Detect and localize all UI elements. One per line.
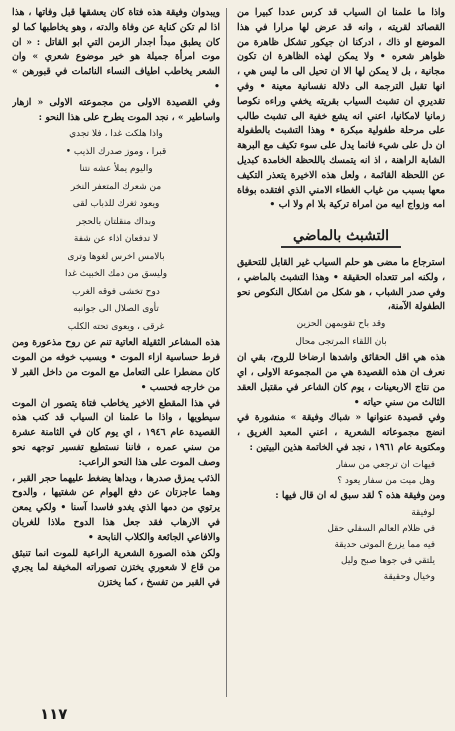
body-paragraph: هذه المشاعر الثقيلة العاتية تنم عن روح مذعورة ومن فرط حساسية ازاء الموت • وبسبب خوفه من الموت كان مضطرا على التعامل مع الموت من داخل القبر لا من خارجه فحسب • (12, 337, 220, 393)
section-paragraph: وفي قصيدة عنوانها « شباك وفيقة » منشورة في انضج مجموعاته الشعرية ، اعني المعبد الغريق ، ومكتوبة عام ١٩٦١ ، نجد في الخاتمة هذين البيتين : (237, 412, 445, 453)
intro-paragraph: واذا ما علمنا ان السياب قد كرس عددا كبيرا من القصائد لقريته ، وانه قد عرض لها مرارا في هذا الموضع او ذاك ، ادركنا ان جيكور تشكل ظاهرة من ظواهر شعره • ولا يمكن لهذه الظاهرة ان تكون مجانية ، بل لا يمكن لها الا ان تحيل الى ما ليس هي ، انها تقبل الترجمة الى دلالة نفسانية معينة • وفي تقديري ان تشبث السياب بقريته يخفي وراءه نكوصا زمانيا لامكانيا، اعني انه يشع خفية الى تشبث طالب على مرحلة طفولية مبكرة • وهذا التشبث بالطفولة ان دل على شيء فانما يدل على سوء تكيف مع البرهة الشابة الراهنة ، اذ انه يتمسك باللحظة الخامدة كبديل عن اللحظة القائمة ، ولعل هذه الاخيرة يتعذر التكيف معها بسبب من غياب الغطاء الامني الذي افتقده بوفاة امه وزواج ابيه من امراة تركية بلا ام ولا اب • (237, 7, 445, 211)
left-column (12, 6, 220, 592)
body-paragraph: ويبدوان وفيقة هذه فتاة كان يعشقها قبل وفاتها ، هذا اذا لم تكن كناية عن وفاة والدته ، وهو يخاطبها كما لو كان يطبق مبدأ اجدار الزمن التي ابو القاتل : « ان موت امرأة جميلة هو خير موضوع شعري » وان الشعر يخاطب اطياف النساء النائمات في قبورهن » • (12, 7, 220, 92)
body-paragraph: في هذا المقطع الاخير يخاطب فتاة يتصور ان الموت سيطويها ، واذا ما علمنا ان السياب قد كتب هذه القصيدة عام ١٩٤٦ ، اي يوم كان في الثامنة عشرة من سني عمره ، فاننا نستطيع تفسير توجهه نحو وصف الموت على هذا النحو الراعب: (12, 397, 220, 468)
question-line: ومن وفيقة هذه ؟ لقد سبق له ان قال فيها : (275, 489, 445, 501)
poem-excerpt: لوفيقة في ظلام العالم السفلي حقل فيه مما يزرع الموتى حديقة يلتقي في جوها صبح وليل وخيال وحقيقة (327, 507, 435, 582)
page-number: ١١٧ (40, 705, 68, 723)
section-paragraph: استرجاع ما مضى هو حلم السياب غير القابل للتحقيق ، ولكنه امر تتعداه الحقيقة • وهذا التشبث بالماضي ، وفي صدر الشباب ، هو شكل من اشكال النكوص نحو الطفولة الآمنة، (237, 256, 445, 313)
right-column (237, 6, 445, 585)
verse-couplet: فيهات ان ترجعي من سفار وهل ميت من سفار يعود ؟ (336, 459, 435, 486)
body-paragraph: ولكن هذه الصورة الشعرية الراعبة للموت انما تنبثق من قاع لا شعوري يختزن تصوراته المخيفة لما يجري في القبر من تفسخ ، كما يختزن (12, 547, 220, 589)
section-heading: التشبث بالماضي (292, 228, 390, 245)
body-paragraph: وفي القصيدة الاولى من مجموعته الاولى « ازهار واساطير » ، نجد الموت يطرح على هذا النحو : (12, 96, 220, 123)
heading-underline (281, 246, 401, 248)
body-paragraph: الذئب يمزق صدرها ، وبداها يضغط عليهما حجر القبر ، وهما عاجزتان عن دفع الهوام عن شفتيها ، والدوح يرتوي من دمها الذي يغدو فاسدا آسنا • ولكي يمعن في الارهاب فقد جعل هذا الدوح ملاذا للغربان والافاعي الجائعة والكلاب النابحة • (12, 472, 220, 543)
poem-verses: واذا هلكت غدا ، فلا تجدي قبرا ، وموز صدرك الذيب • واليوم يملأ عشه نتنا من شعرك المتعفر النخر ويعود ثغرك للذباب لقى وبداك منقلتان بالحجر لا تدفعان اذاء عن شفة بالامس اخرس لغوها وترى وليسق من دمك الخبيث غدا دوح تخشى فوقه الغرب تأوى الصلال الى جوانبه غرقى ، ويعوى تحته الكلب (64, 129, 168, 332)
section-paragraph: هذه هي اقل الحقائق واشدها ارضاخا للروح، بقي ان نعرف ان هذه القصيدة هي من المجموعة الاولى ، اي من نتاج الاربعينات ، يوم كان الشاعر في مقتبل العقد الثالث من سني حياته • (237, 352, 445, 408)
quoted-verse: وقد باح تقويمهن الحزين بان اللقاء المرتجى محال (295, 319, 387, 347)
column-divider (226, 8, 227, 697)
